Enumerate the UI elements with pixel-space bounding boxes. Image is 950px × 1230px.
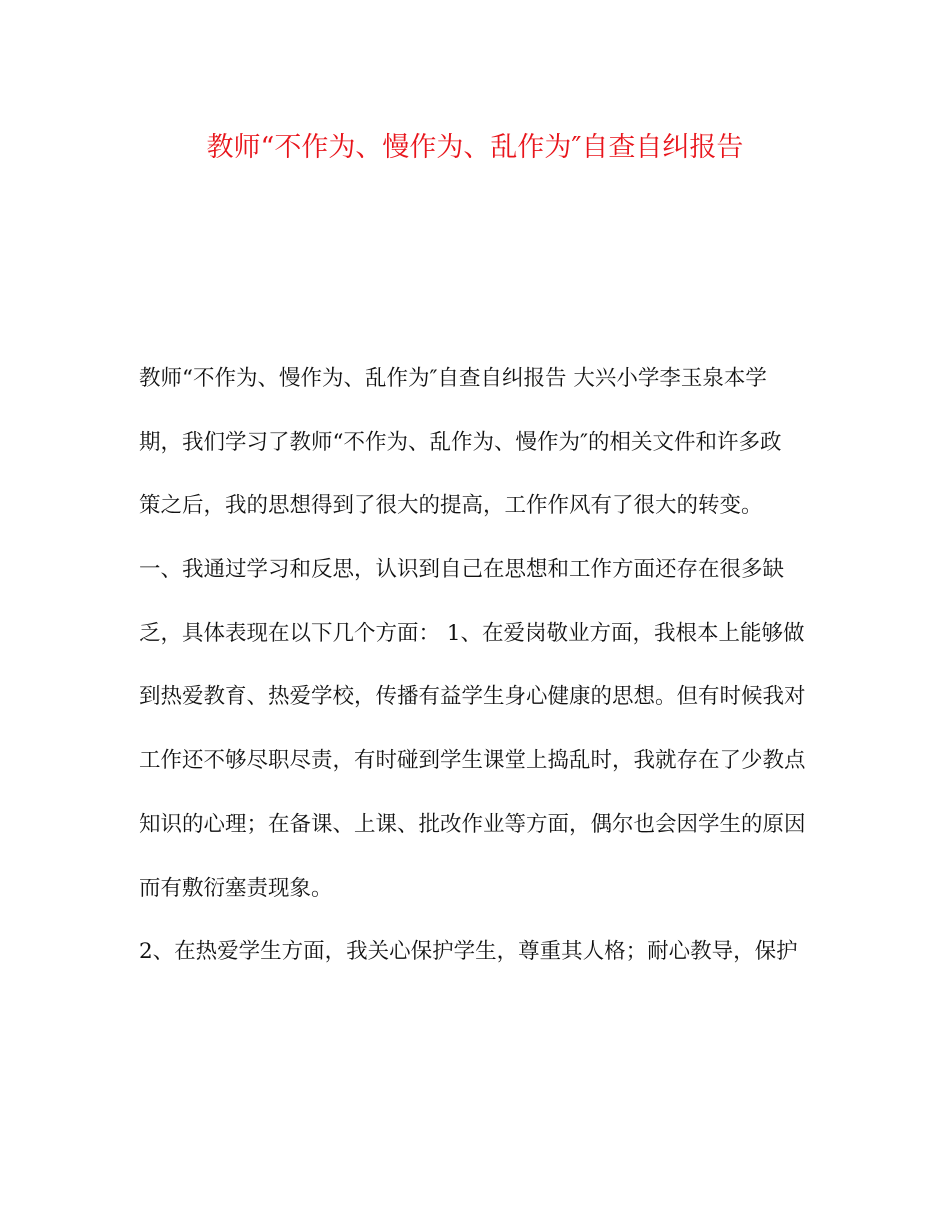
body-line: 工作还不够尽职尽责，有时碰到学生课堂上捣乱时，我就存在了少教点: [139, 748, 806, 774]
body-line: 到热爱教育、热爱学校，传播有益学生身心健康的思想。但有时候我对: [139, 684, 806, 710]
body-line: 一、我通过学习和反思，认识到自己在思想和工作方面还存在很多缺: [139, 557, 785, 583]
body-line: 知识的心理；在备课、上课、批改作业等方面，偶尔也会因学生的原因: [139, 811, 806, 837]
body-line: 策之后，我的思想得到了很大的提高，工作作风有了很大的转变。: [139, 493, 763, 519]
body-line: 教师“不作为、慢作为、乱作为″自查自纠报告 大兴小学李玉泉本学: [139, 366, 767, 391]
document-body: [139, 355, 819, 992]
body-line: 乏，具体表现在以下几个方面： 1、在爱岗敬业方面，我根本上能够做: [139, 620, 805, 646]
document-title: 教师“不作为、慢作为、乱作为″自查自纠报告: [206, 132, 744, 163]
body-line: 2、在热爱学生方面，我关心保护学生，尊重其人格；耐心教导，保护: [139, 939, 798, 965]
body-line: 而有敷衍塞责现象。: [139, 875, 333, 901]
body-line: 期，我们学习了教师“不作为、乱作为、慢作为″的相关文件和许多政: [139, 429, 782, 455]
